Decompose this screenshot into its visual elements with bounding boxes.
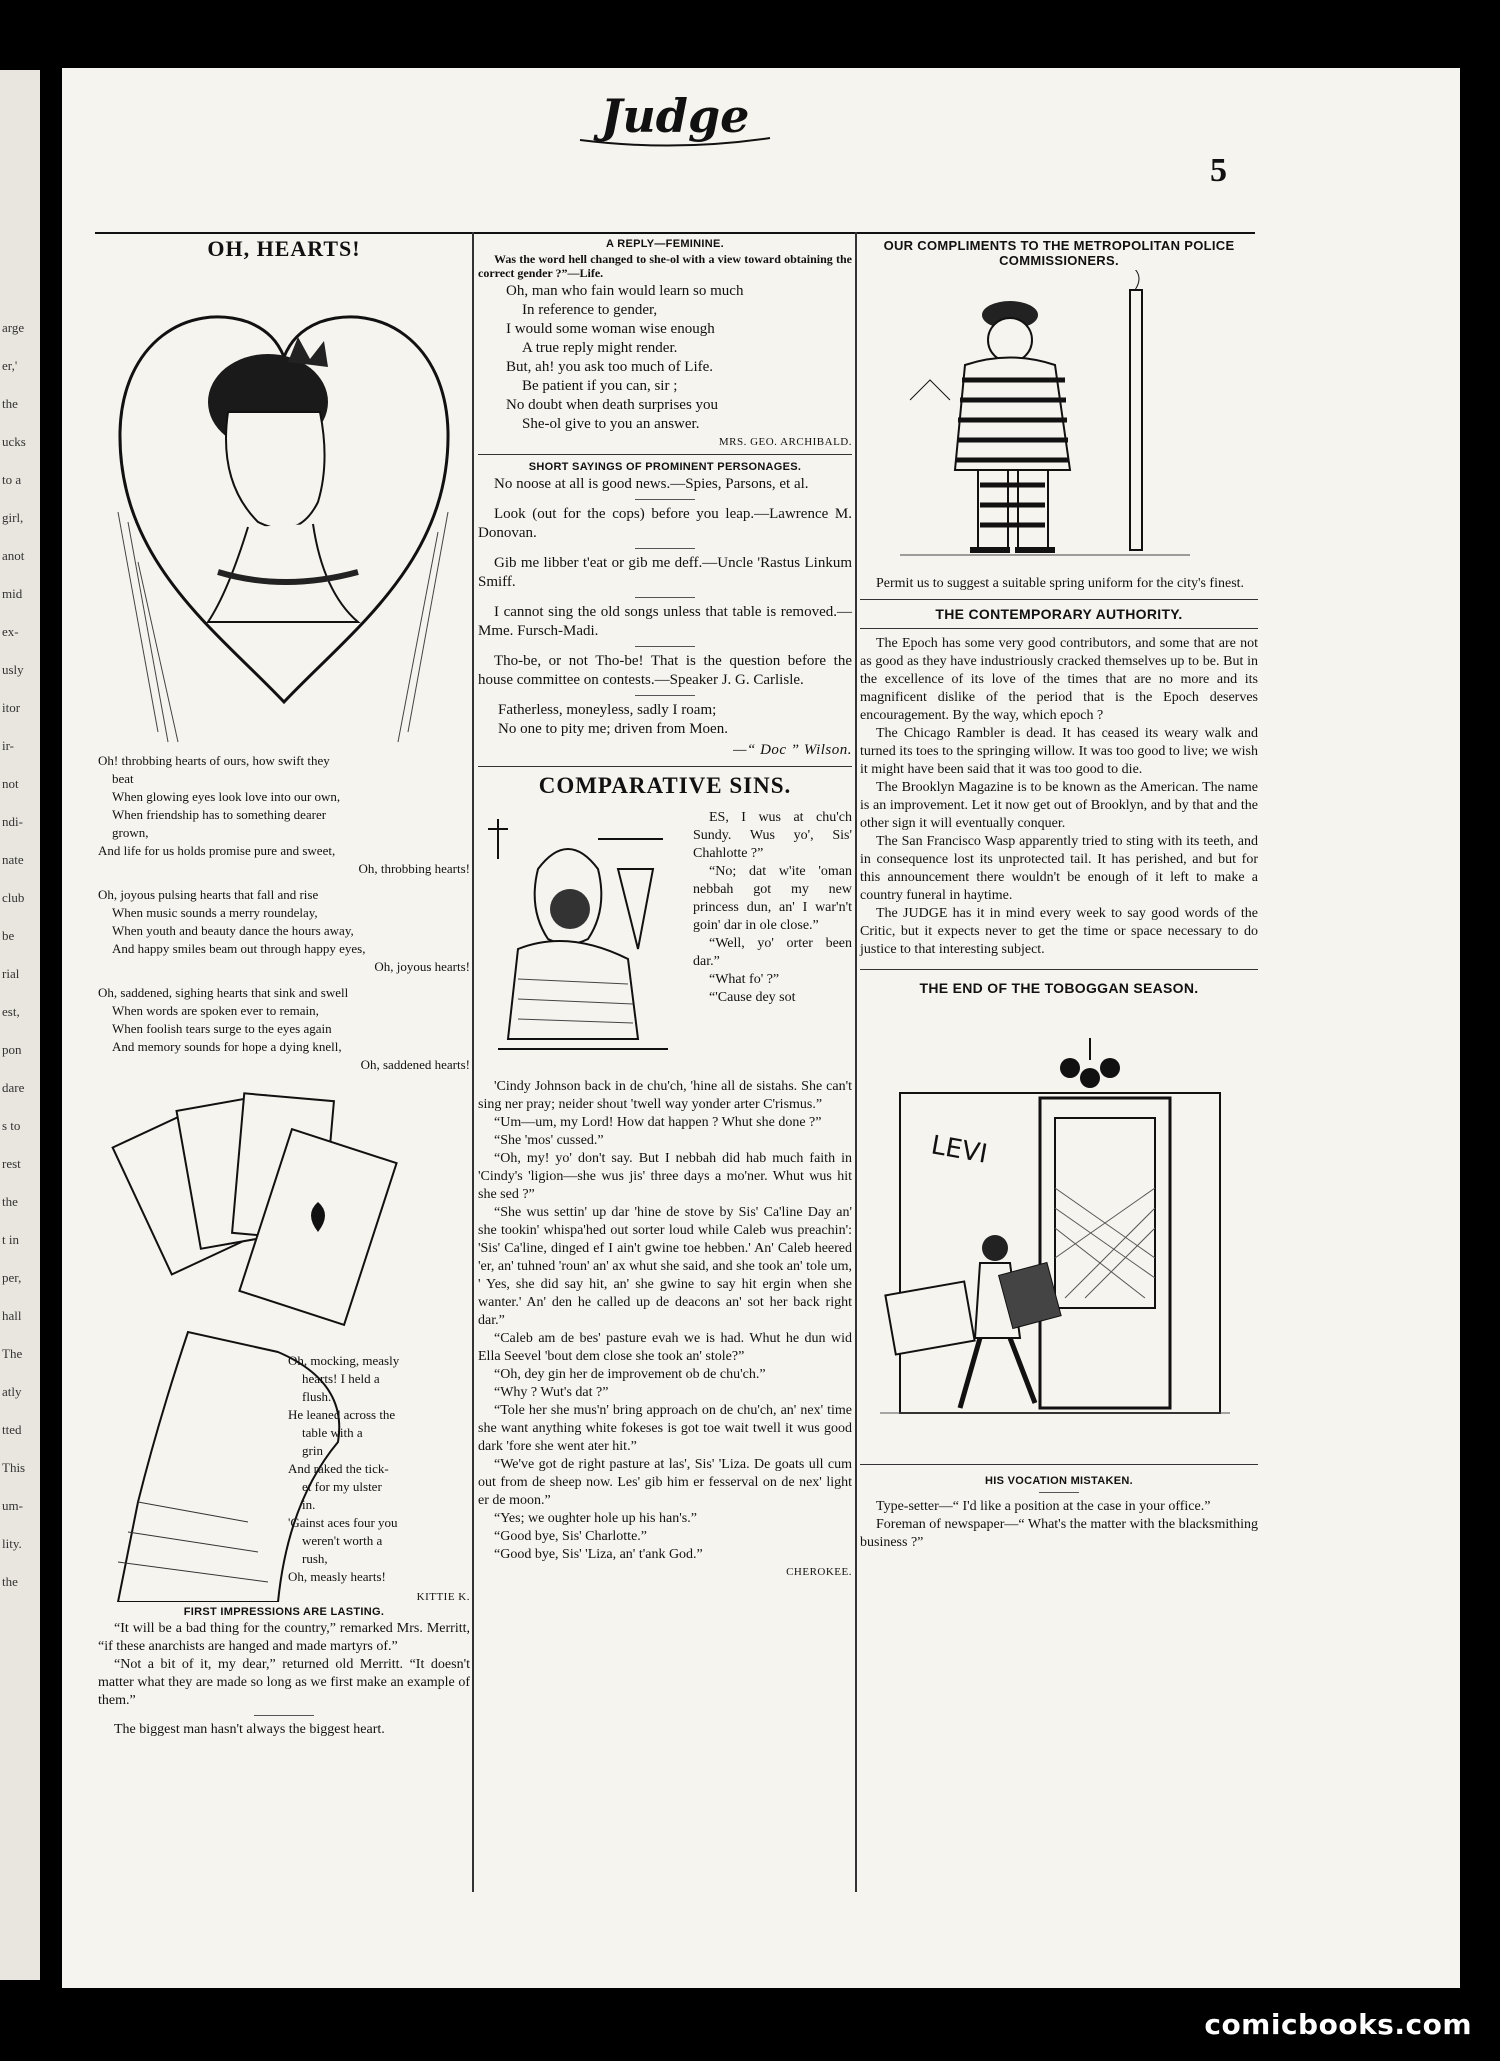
rule (860, 628, 1258, 629)
story-paragraph: “What fo' ?” (709, 972, 780, 987)
policeman-in-stripes-illustration (860, 270, 1258, 575)
story-paragraph: “Good bye, Sis' 'Liza, an' t'ank God.” (494, 1547, 703, 1562)
rule (478, 766, 852, 767)
sayings-list (478, 475, 852, 696)
verse-line: hearts! I held a (302, 1371, 380, 1386)
fatherless-verse (478, 701, 852, 760)
separator (254, 1715, 314, 1716)
facing-page-fragment: dare (2, 1080, 25, 1095)
verse-line: Fatherless, moneyless, sadly I roam; (498, 702, 717, 718)
toboggan-heading: THE END OF THE TOBOGGAN SEASON. (919, 980, 1199, 996)
facing-page-fragment: nate (2, 852, 24, 867)
verse-line: He leaned across the (288, 1407, 396, 1422)
story-paragraph: “Well, yo' orter been dar.” (693, 936, 852, 969)
authority-paragraph: The San Francisco Wasp apparently tried to sting with its teeth, and in consequence lost its unprotected tail. It has perished, and but for this announcement there wouldn't be enough of it left to make a country funeral in haytime. (860, 834, 1258, 903)
verse-line: —“ Doc ” Wilson. (733, 742, 852, 758)
facing-page-fragment: mid (2, 586, 23, 601)
reply-verse (478, 282, 852, 434)
police-caption: Permit us to suggest a suitable spring uniform for the city's finest. (876, 576, 1245, 591)
verse-line: Oh, mocking, measly (288, 1353, 400, 1368)
cards-section (98, 1082, 470, 1602)
verse-line: Oh, man who fain would learn so much (506, 283, 744, 299)
verse-line: Oh, joyous pulsing hearts that fall and rise (98, 887, 319, 902)
facing-page-fragment: This (2, 1460, 26, 1475)
verse-line: grown, (112, 825, 149, 840)
verse-line: But, ah! you ask too much of Life. (506, 359, 714, 375)
facing-page-fragment: tted (2, 1422, 22, 1437)
verse-line: When music sounds a merry roundelay, (112, 905, 318, 920)
facing-page-fragment: hall (2, 1308, 22, 1323)
verse-line: et for my ulster (302, 1479, 382, 1494)
facing-page-fragment: rest (2, 1156, 21, 1171)
police-heading: OUR COMPLIMENTS TO THE METROPOLITAN POLICE COMMISSIONERS. (883, 238, 1235, 268)
verse-line: Oh, measly hearts! (288, 1569, 386, 1584)
verse-line: in. (302, 1497, 316, 1512)
impressions-heading: FIRST IMPRESSIONS ARE LASTING. (183, 1606, 385, 1618)
separator (635, 499, 695, 500)
column-divider (855, 232, 857, 1892)
sins-body (478, 1078, 852, 1564)
verse-line: No doubt when death surprises you (506, 397, 719, 413)
sins-story (478, 809, 852, 1078)
verse-line: When friendship has to something dearer (112, 807, 327, 822)
verse-line: table with a (302, 1425, 363, 1440)
impressions-paragraph: “It will be a bad thing for the country,” remarked Mrs. Merritt, “if these anarchists are hanged and made martyrs of.” (98, 1621, 470, 1654)
authority-paragraph: The Chicago Rambler is dead. It has ceased its weary walk and turned its toes to the springing willow. It was too good to live; we wish it might have been said that it was too good to die. (860, 726, 1258, 777)
separator (635, 597, 695, 598)
authority-text (860, 635, 1258, 959)
saying: Look (out for the cops) before you leap.—Lawrence M. Donovan. (478, 506, 852, 541)
verse-line: Be patient if you can, sir ; (522, 378, 678, 394)
separator (635, 548, 695, 549)
facing-page-fragment: pon (2, 1042, 22, 1057)
biggest-man-paragraph: The biggest man hasn't always the biggest heart. (114, 1722, 385, 1737)
column-3 (860, 236, 1258, 1552)
facing-page-fragment: s to (2, 1118, 21, 1133)
story-paragraph: “She wus settin' up dar 'hine de stove by Sis' Ca'line Day an' she tookin' whispa'hed out sorter loud while Caleb wus preachin': 'Sis' Ca'line, dinged ef I ain't gwine toe hebben.' An' Caleb heered 'er, an' tuhned 'roun' an' ax whut she said, and she took an' tole um, ' Yes, she did say hit, an' she gwine to say hit ergin when she wanter.' An' den he called up de deacons an' sot her back right dar.” (478, 1205, 852, 1328)
verse-line: rush, (302, 1551, 328, 1566)
facing-page-fragment: to a (2, 472, 22, 487)
sayings-heading: SHORT SAYINGS OF PROMINENT PERSONAGES. (528, 461, 802, 473)
verse-line: And life for us holds promise pure and sweet, (98, 843, 336, 858)
saying: Gib me libber t'eat or gib me deff.—Uncle 'Rastus Linkum Smiff. (478, 555, 852, 590)
verse-line: weren't worth a (302, 1533, 383, 1548)
facing-page-fragment: rial (2, 966, 20, 981)
verse-line: Oh, throbbing hearts! (358, 861, 470, 876)
facing-page-fragment: usly (2, 662, 24, 677)
story-paragraph: “She 'mos' cussed.” (494, 1133, 604, 1148)
story-paragraph: “Tole her she mus'n' bring approach on de chu'ch, an' nex' time she want anything white fokeses is got toe wait twell it wus good dark 'fore she went ater hit.” (478, 1403, 852, 1454)
story-paragraph: “Why ? Wut's dat ?” (494, 1385, 609, 1400)
rule (860, 1464, 1258, 1465)
verse-line: When foolish tears surge to the eyes again (112, 1021, 332, 1036)
story-paragraph: “Good bye, Sis' Charlotte.” (494, 1529, 647, 1544)
verse-line: No one to pity me; driven from Moen. (498, 721, 728, 737)
verse-line: A true reply might render. (522, 340, 678, 356)
page-number: 5 (1210, 152, 1227, 189)
story-paragraph: “Um—um, my Lord! How dat happen ? Whut she done ?” (494, 1115, 822, 1130)
facing-page-fragment: The (2, 1346, 23, 1361)
facing-page-fragment: t in (2, 1232, 19, 1247)
facing-page-fragment: club (2, 890, 25, 905)
facing-page-fragment: um- (2, 1498, 23, 1513)
story-paragraph: ES, I wus at chu'ch Sundy. Wus yo', Sis' Chahlotte ?” (693, 810, 852, 861)
verse-line: Oh, saddened hearts! (360, 1057, 470, 1072)
reply-heading: A REPLY—FEMININE. (606, 238, 724, 250)
facing-page-fragment: anot (2, 548, 25, 563)
facing-page-fragment: the (2, 1194, 18, 1209)
heart-portrait-illustration (98, 262, 470, 752)
story-paragraph: “'Cause dey sot (709, 990, 796, 1005)
masthead-text: Judge (600, 89, 750, 143)
hearts-stanza-3 (98, 984, 470, 1074)
story-paragraph: “Caleb am de bes' pasture evah we is had. Whut he dun wid Ella Seevel 'bout dem close she took an' stole?” (478, 1331, 852, 1364)
vocation-heading: HIS VOCATION MISTAKEN. (985, 1475, 1133, 1487)
story-paragraph: 'Cindy Johnson back in de chu'ch, 'hine all de sistahs. She can't sing ner pray; neider shout 'twell way yonder arter C'rismus.” (478, 1079, 852, 1112)
saying: No noose at all is good news.—Spies, Parsons, et al. (494, 476, 809, 492)
facing-page-fragment: itor (2, 700, 21, 715)
saying: Tho-be, or not Tho-be! That is the question before the house committee on contests.—Speaker J. G. Carlisle. (478, 653, 852, 688)
facing-page-fragment: ucks (2, 434, 26, 449)
verse-line: Oh, saddened, sighing hearts that sink and swell (98, 985, 349, 1000)
facing-page-fragment: atly (2, 1384, 22, 1399)
masthead (560, 82, 790, 154)
facing-page-fragment: girl, (2, 510, 24, 525)
verse-line: And happy smiles beam out through happy eyes, (112, 941, 366, 956)
saying: I cannot sing the old songs unless that table is removed.—Mme. Fursch-Madi. (478, 604, 852, 639)
rule (860, 599, 1258, 600)
top-rule (95, 232, 1255, 234)
verse-line: Oh! throbbing hearts of ours, how swift they (98, 753, 330, 768)
watermark: comicbooks.com (1204, 2008, 1472, 2041)
verse-line: When words are spoken ever to remain, (112, 1003, 319, 1018)
hearts-stanza-1 (98, 752, 470, 878)
story-paragraph: “We've got de right pasture at las', Sis' 'Liza. De goats ull cum out from de sheep now. Les' gib him er fesserval on de nex' light er de moon.” (478, 1457, 852, 1508)
authority-paragraph: The JUDGE has it in mind every week to say good words of the Critic, but it expects never to get the time or space necessary to do justice to that interesting subject. (860, 906, 1258, 957)
column-2 (478, 236, 852, 1578)
facing-page-fragment: arge (2, 320, 25, 335)
story-paragraph: “Yes; we oughter hole up his han's.” (494, 1511, 697, 1526)
verse-line: 'Gainst aces four you (288, 1515, 398, 1530)
verse-line: And raked the tick- (288, 1461, 389, 1476)
verse-line: She-ol give to you an answer. (522, 416, 700, 432)
vocation-paragraph: Type-setter—“ I'd like a position at the case in your office.” (876, 1499, 1211, 1514)
cards-poem (288, 1352, 470, 1606)
facing-page-fragment: er,' (2, 358, 18, 373)
separator (635, 695, 695, 696)
authority-paragraph: The Brooklyn Magazine is to be known as the American. The name is an improvement. Let it now get out of Brooklyn, and by that and the other sign it will eventually conquer. (860, 780, 1258, 831)
story-paragraph: “Oh, dey gin her de improvement ob de chu'ch.” (494, 1367, 766, 1382)
facing-page-fragment: not (2, 776, 19, 791)
facing-page-fragment: the (2, 396, 18, 411)
toboggan-doorway-illustration (860, 998, 1258, 1458)
verse-line: When glowing eyes look love into our own, (112, 789, 341, 804)
verse-line: Oh, joyous hearts! (374, 959, 470, 974)
hearts-title: OH, HEARTS! (207, 236, 361, 261)
cards-signature: KITTIE K. (416, 1591, 470, 1603)
story-paragraph: “Oh, my! yo' don't say. But I nebbah did hab much faith in 'Cindy's 'ligion—she wus jis' three days a mo'ner. Whut wus hit she sed ?” (478, 1151, 852, 1202)
story-paragraph: “No; dat w'ite 'oman nebbah got my new princess dun, an' I war'n't goin' dar in ole close.” (693, 864, 852, 933)
sins-title: COMPARATIVE SINS. (538, 773, 792, 798)
column-divider (472, 232, 474, 1892)
verse-line: I would some woman wise enough (506, 321, 715, 337)
reply-signature: MRS. GEO. ARCHIBALD. (718, 436, 852, 448)
verse-line: beat (112, 771, 134, 786)
verse-line: flush. (302, 1389, 332, 1404)
verse-line: In reference to gender, (522, 302, 658, 318)
vocation-paragraph: Foreman of newspaper—“ What's the matter with the blacksmithing business ?” (860, 1517, 1258, 1550)
sins-signature: CHEROKEE. (786, 1566, 852, 1578)
facing-page-fragment: lity. (2, 1536, 22, 1551)
facing-page-fragment: be (2, 928, 15, 943)
masthead-logo (560, 82, 790, 154)
facing-page-edge (0, 70, 40, 1980)
rule (478, 454, 852, 455)
shop-sign-text: LEVI (928, 1130, 990, 1170)
facing-page-fragment: est, (2, 1004, 20, 1019)
facing-page-fragment: ndi- (2, 814, 23, 829)
facing-page-fragment: per, (2, 1270, 22, 1285)
facing-page-fragment: ex- (2, 624, 19, 639)
column-1 (98, 236, 470, 1739)
facing-page-fragment: ir- (2, 738, 15, 753)
old-woman-illustration (478, 809, 683, 1074)
hearts-stanza-2 (98, 886, 470, 976)
authority-heading: THE CONTEMPORARY AUTHORITY. (935, 606, 1183, 622)
verse-line: And memory sounds for hope a dying knell, (112, 1039, 342, 1054)
verse-line: When youth and beauty dance the hours away, (112, 923, 354, 938)
verse-line: grin (302, 1443, 323, 1458)
authority-paragraph: The Epoch has some very good contributors, and some that are not as good as they have industriously cracked themselves up to be. But in the excellence of its love of the times that are no more and its magnificent dislike of the period that is the Epoch deserves encouragement. By the way, which epoch ? (860, 636, 1258, 723)
separator (1039, 1492, 1079, 1493)
facing-page-fragment: the (2, 1574, 18, 1589)
separator (635, 646, 695, 647)
reply-intro: Was the word hell changed to she-ol with a view toward obtaining the correct gender ?”—Life. (478, 252, 852, 280)
impressions-paragraph: “Not a bit of it, my dear,” returned old Merritt. “It doesn't matter what they are made so long as we first make an example of them.” (98, 1657, 470, 1708)
rule (860, 969, 1258, 970)
